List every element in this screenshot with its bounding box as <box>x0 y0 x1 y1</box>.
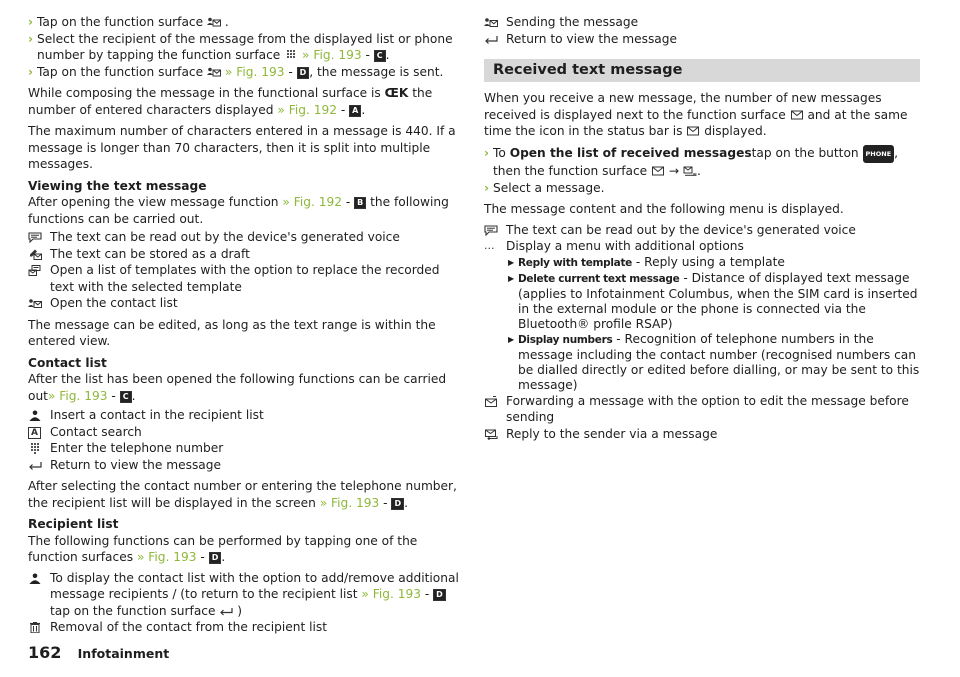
draft-icon[interactable] <box>28 249 42 260</box>
template-icon[interactable] <box>28 265 42 276</box>
list-item: Forwarding a message with the option to edit the message before sending <box>484 393 920 426</box>
speech-bubble-icon[interactable] <box>484 225 498 236</box>
message-person-icon[interactable] <box>207 17 221 27</box>
keypad-icon[interactable] <box>28 443 42 454</box>
contact-function-list <box>28 407 463 473</box>
reply-icon[interactable] <box>484 429 498 440</box>
contact-intro: After the list has been opened the following functions can be carried out» Fig. 193 - C . <box>28 372 447 403</box>
figure-reference[interactable]: » Fig. 193 <box>302 48 362 62</box>
return-arrow-icon[interactable] <box>219 606 233 616</box>
triangle-bullet-icon: ▶ <box>508 273 515 283</box>
recipient-intro: The following functions can be performed by tapping one of the function surfaces » Fig. 193 - D . <box>28 533 418 564</box>
list-item: Return to view the message <box>484 31 920 48</box>
figure-reference[interactable]: » Fig. 193 <box>224 64 285 79</box>
return-arrow-icon[interactable] <box>484 34 498 45</box>
received-intro: When you receive a new message, the number of new messages received is displayed next to the function surface and at the same time the icon in the status bar is displayed. <box>484 91 908 138</box>
submenu-item: ▶ Display numbers - Recognition of telephone numbers in the message including the contact number (recognised numbers can be dialled directly or edited before dialling, or may be sent to this message) <box>508 331 920 392</box>
chevron-icon: › <box>484 180 490 195</box>
view-intro: After opening the view message function » Fig. 192 - B the following functions can be carried out. <box>28 195 449 226</box>
person-icon[interactable] <box>28 410 42 421</box>
list-item: Enter the telephone number <box>28 440 463 457</box>
list-item: Reply to the sender via a message <box>484 426 920 443</box>
page-number: 162 <box>28 643 62 662</box>
char-count-symbol: ŒK <box>384 86 409 100</box>
figure-reference[interactable]: » Fig. 192 <box>282 195 342 209</box>
submenu-item: ▶ Delete current text message - Distance of displayed text message (applies to Infotainment Columbus, when the SIM card is inserted in the external module or the phone is connected via the Bluetooth® profile RSAP) <box>508 270 918 331</box>
callout-b: B <box>354 197 366 209</box>
step-send-message: › Tap on the function surface » Fig. 193 - D , the message is sent. <box>28 64 444 79</box>
envelope-icon[interactable] <box>651 166 665 176</box>
list-item: ... Display a menu with additional options <box>484 239 744 253</box>
step-tap-function-surface: › Tap on the function surface . <box>28 15 229 29</box>
figure-reference[interactable]: » Fig. 192 <box>277 102 337 117</box>
figure-reference[interactable]: » Fig. 193 <box>319 495 380 510</box>
max-characters-paragraph: The maximum number of characters entered in a message is 440. If a message is longer than 70 characters, then it is split into multiple messages. <box>28 124 456 171</box>
figure-reference[interactable]: » Fig. 193 <box>136 550 197 564</box>
message-person-icon[interactable] <box>28 298 42 309</box>
list-item: To display the contact list with the option to add/remove additional message recipients / (to return to the recipient list » Fig. 193 - Dtap on the function surface ) <box>28 570 463 620</box>
submenu-item: ▶ Reply with template - Reply using a template <box>508 254 785 269</box>
envelope-icon <box>790 110 804 120</box>
recipient-section-title: Recipient list <box>28 517 119 531</box>
contact-section-title: Contact list <box>28 355 107 370</box>
compose-function-list <box>484 14 920 47</box>
recipient-display-paragraph: After selecting the contact number or entering the telephone number, the recipient list will be displayed in the screen » Fig. 193 - D . <box>28 479 457 510</box>
left-column <box>28 14 463 636</box>
message-menu-list <box>484 222 920 443</box>
step-select-message: › Select a message. <box>484 180 605 195</box>
message-person-icon[interactable] <box>207 67 221 77</box>
list-item: Open the contact list <box>28 295 463 312</box>
submenu-list <box>484 255 920 393</box>
arrow-icon: → <box>668 164 680 178</box>
figure-reference[interactable]: » Fig. 193 <box>47 388 108 403</box>
step-open-received-list: › To Open the list of received messagestap on the button PHONE , then the function surface → . <box>484 145 899 178</box>
section-heading: Received text message <box>484 59 920 82</box>
recipient-function-list <box>28 570 463 636</box>
search-a-icon[interactable]: A <box>28 424 42 435</box>
chevron-icon: › <box>484 145 490 160</box>
message-content-paragraph: The message content and the following menu is displayed. <box>484 202 844 216</box>
add-person-icon[interactable] <box>28 573 42 584</box>
forward-message-icon[interactable] <box>484 396 498 407</box>
more-options-icon[interactable]: ... <box>484 239 495 252</box>
list-item: Sending the message <box>484 14 920 31</box>
list-item: Return to view the message <box>28 457 463 474</box>
list-item: The text can be stored as a draft <box>28 246 463 263</box>
chevron-icon: › <box>28 64 34 79</box>
edit-paragraph: The message can be edited, as long as the text range is within the entered view. <box>28 317 436 348</box>
list-item: A Contact search <box>28 424 463 441</box>
list-item: The text can be read out by the device's generated voice <box>28 229 463 246</box>
callout-c: C <box>120 391 132 403</box>
callout-c: C <box>374 50 386 62</box>
triangle-bullet-icon: ▶ <box>508 257 515 267</box>
list-item: Removal of the contact from the recipient list <box>28 619 463 636</box>
figure-reference[interactable]: » Fig. 193 <box>361 587 421 601</box>
list-item: Insert a contact in the recipient list <box>28 407 463 424</box>
send-message-icon[interactable] <box>484 17 498 28</box>
right-column <box>484 14 920 442</box>
phone-button[interactable]: PHONE <box>863 145 895 164</box>
callout-d: D <box>209 552 222 564</box>
view-section-title: Viewing the text message <box>28 178 207 193</box>
triangle-bullet-icon: ▶ <box>508 334 515 344</box>
section-name: Infotainment <box>77 646 170 661</box>
chevron-icon: › <box>28 15 34 29</box>
trash-icon[interactable] <box>28 622 42 633</box>
list-item: Open a list of templates with the option to replace the recorded text with the selected template <box>28 262 463 295</box>
callout-a: A <box>349 105 361 117</box>
callout-d: D <box>297 67 310 79</box>
char-count-paragraph: While composing the message in the functional surface is ŒK the number of entered characters displayed » Fig. 192 - A . <box>28 86 433 117</box>
view-function-list <box>28 229 463 312</box>
inbox-list-icon[interactable] <box>683 166 697 176</box>
speech-bubble-icon[interactable] <box>28 232 42 243</box>
return-arrow-icon[interactable] <box>28 460 42 471</box>
envelope-icon <box>686 126 700 136</box>
page-footer <box>28 643 169 662</box>
list-item: The text can be read out by the device's generated voice <box>484 222 920 239</box>
keypad-icon[interactable] <box>284 50 298 60</box>
chevron-icon: › <box>28 31 34 46</box>
step-select-recipient: › Select the recipient of the message from the displayed list or phone number by tapping the function surface » Fig. 193 - C . <box>28 31 453 62</box>
callout-d: D <box>433 589 446 601</box>
callout-d: D <box>391 498 404 510</box>
